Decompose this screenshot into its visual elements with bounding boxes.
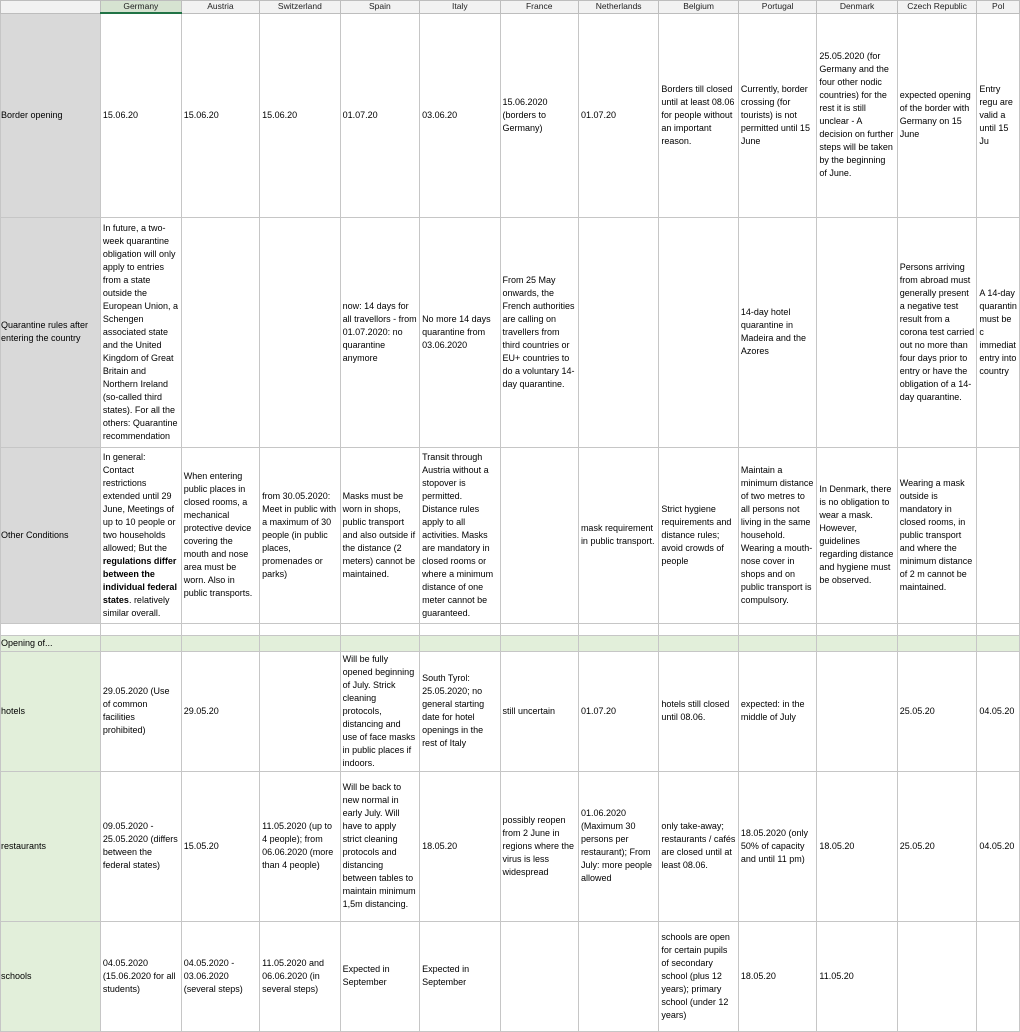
col-header-switzerland[interactable]: Switzerland (260, 1, 340, 14)
empty-cell[interactable] (100, 635, 181, 651)
col-header-france[interactable]: France (500, 1, 578, 14)
empty-cell[interactable] (420, 635, 500, 651)
empty-cell[interactable] (578, 635, 658, 651)
row-border-opening (1, 13, 1020, 217)
col-header-belgium[interactable]: Belgium (659, 1, 739, 14)
row-schools (1, 921, 1020, 1031)
row-hotels (1, 651, 1020, 771)
table-cell[interactable] (659, 217, 739, 447)
table-cell[interactable]: mask requirement in public transport. (578, 447, 658, 623)
empty-cell[interactable] (897, 635, 977, 651)
empty-cell[interactable] (340, 635, 419, 651)
germany-conditions-tail: . relatively similar overall. (102, 594, 170, 618)
empty-cell[interactable] (659, 623, 739, 635)
table-cell[interactable]: 15.06.20 (100, 13, 181, 217)
table-cell[interactable]: 18.05.2020 (only 50% of capacity and until 11 pm) (738, 771, 816, 921)
empty-cell[interactable] (578, 623, 658, 635)
table-cell[interactable]: 11.05.20 (817, 921, 897, 1031)
spacer-row (1, 623, 1020, 635)
table-cell[interactable]: possibly reopen from 2 June in regions where the virus is less widespread (500, 771, 578, 921)
col-header-netherlands[interactable]: Netherlands (578, 1, 658, 14)
section-label[interactable]: Opening of... (1, 635, 101, 651)
row-opening-of (1, 635, 1020, 651)
empty-cell[interactable] (738, 623, 816, 635)
table-cell[interactable]: from 30.05.2020: Meet in public with a maximum of 30 people (in public places, promenades or parks) (260, 447, 340, 623)
table-cell[interactable]: Expected in September (420, 921, 500, 1031)
empty-cell[interactable] (977, 635, 1020, 651)
table-cell[interactable]: Will be fully opened beginning of July. Strick cleaning protocols, distancing and use of face masks in public places if indoors. (340, 651, 419, 771)
table-cell[interactable]: Strict hygiene requirements and distance rules; avoid crowds of people (659, 447, 739, 623)
corner-cell[interactable] (1, 1, 101, 14)
empty-cell[interactable] (100, 623, 181, 635)
table-cell[interactable]: 11.05.2020 (up to 4 people); from 06.06.2020 (more than 4 people) (260, 771, 340, 921)
col-header-spain[interactable]: Spain (340, 1, 419, 14)
row-label[interactable]: schools (1, 921, 101, 1031)
row-label[interactable]: Other Conditions (1, 447, 101, 623)
germany-conditions-bold: regulations differ between the individual federal states (102, 555, 177, 605)
table-cell[interactable]: 29.05.2020 (Use of common facilities prohibited) (100, 651, 181, 771)
table-cell[interactable] (977, 447, 1020, 623)
table-cell[interactable] (897, 921, 977, 1031)
table-cell[interactable]: 04.05.20 (977, 771, 1020, 921)
column-header-row (1, 1, 1020, 14)
row-other-conditions (1, 447, 1020, 623)
table-cell[interactable]: still uncertain (500, 651, 578, 771)
empty-cell[interactable] (817, 635, 897, 651)
table-cell[interactable]: 25.05.2020 (for Germany and the four other nodic countries) for the rest it is still unclear - A decision on further steps will be taken by the beginning of June. (817, 13, 897, 217)
table-cell[interactable]: 18.05.20 (738, 921, 816, 1031)
table-cell[interactable]: From 25 May onwards, the French authorities are calling on travellers from third countries or EU+ countries to do a voluntary 14-day quarantine. (500, 217, 578, 447)
table-cell[interactable]: 15.06.20 (181, 13, 259, 217)
table-cell[interactable]: 11.05.2020 and 06.06.2020 (in several steps) (260, 921, 340, 1031)
table-cell[interactable] (578, 921, 658, 1031)
col-header-germany[interactable]: Germany (100, 1, 181, 14)
table-cell[interactable] (260, 651, 340, 771)
table-cell[interactable] (260, 217, 340, 447)
table-cell[interactable]: When entering public places in closed rooms, a mechanical protective device covering the mouth and nose area must be worn. Also in public transports. (181, 447, 259, 623)
col-header-austria[interactable]: Austria (181, 1, 259, 14)
row-label[interactable]: restaurants (1, 771, 101, 921)
table-cell[interactable]: schools are open for certain pupils of secondary school (plus 12 years); primary school (under 12 years) (659, 921, 739, 1031)
table-cell[interactable]: 29.05.20 (181, 651, 259, 771)
empty-cell[interactable] (500, 635, 578, 651)
table-cell[interactable] (181, 217, 259, 447)
table-cell[interactable] (817, 217, 897, 447)
table-cell[interactable]: Entry regu are valid a until 15 Ju (977, 13, 1020, 217)
table-cell[interactable]: 01.07.20 (340, 13, 419, 217)
germany-conditions-text: In general: Contact restrictions extended until 29 June, Meetings of up to 10 people or two households allowed; But the (102, 451, 176, 553)
table-cell[interactable]: 25.05.20 (897, 771, 977, 921)
table-cell[interactable]: 04.05.2020 (15.06.2020 for all students) (100, 921, 181, 1031)
table-cell[interactable] (500, 447, 578, 623)
table-cell[interactable]: Masks must be worn in shops, public transport and also outside if the distance (2 meters) cannot be maintained. (340, 447, 419, 623)
table-cell[interactable] (578, 217, 658, 447)
table-cell-germany-conditions[interactable] (100, 447, 181, 623)
table-cell[interactable]: Expected in September (340, 921, 419, 1031)
table-cell[interactable]: 15.06.20 (260, 13, 340, 217)
row-quarantine (1, 217, 1020, 447)
table-cell[interactable]: In Denmark, there is no obligation to wear a mask. However, guidelines regarding distance and hygiene must be observed. (817, 447, 897, 623)
table-cell[interactable] (977, 921, 1020, 1031)
table-cell[interactable]: expected: in the middle of July (738, 651, 816, 771)
empty-cell[interactable] (817, 623, 897, 635)
table-cell[interactable]: hotels still closed until 08.06. (659, 651, 739, 771)
table-cell[interactable]: now: 14 days for all travellors - from 01.07.2020: no quarantine anymore (340, 217, 419, 447)
table-cell[interactable]: expected opening of the border with Germany on 15 June (897, 13, 977, 217)
table-cell[interactable]: Wearing a mask outside is mandatory in closed rooms, in public transport and where the minimum distance of 2 m cannot be maintained. (897, 447, 977, 623)
table-cell[interactable]: 01.06.2020 (Maximum 30 persons per restaurant); From July: more people allowed (578, 771, 658, 921)
col-header-poland[interactable]: Pol (977, 1, 1020, 14)
table-cell[interactable]: only take-away; restaurants / cafés are closed until at least 08.06. (659, 771, 739, 921)
table-cell[interactable]: South Tyrol: 25.05.2020; no general starting date for hotel openings in the rest of Italy (420, 651, 500, 771)
empty-cell[interactable] (340, 623, 419, 635)
table-cell[interactable]: Borders till closed until at least 08.06 for people without an important reason. (659, 13, 739, 217)
table-cell[interactable]: In future, a two-week quarantine obligation will only apply to entries from a state outside the European Union, a Schengen associated state and the United Kingdom of Great Britain and Northern Ireland (so-called third states). For all the others: Quarantine recommendation (100, 217, 181, 447)
row-label[interactable]: hotels (1, 651, 101, 771)
table-cell[interactable] (817, 651, 897, 771)
table-cell[interactable]: 18.05.20 (817, 771, 897, 921)
row-label[interactable]: Quarantine rules after entering the country (1, 217, 101, 447)
table-cell[interactable]: 15.06.2020 (borders to Germany) (500, 13, 578, 217)
table-cell[interactable]: No more 14 days quarantine from 03.06.2020 (420, 217, 500, 447)
col-header-italy[interactable]: Italy (420, 1, 500, 14)
empty-cell[interactable] (659, 635, 739, 651)
table-cell[interactable]: A 14-day quarantin must be c immediat entry into country (977, 217, 1020, 447)
table-cell[interactable]: 15.05.20 (181, 771, 259, 921)
table-cell[interactable]: Transit through Austria without a stopover is permitted. Distance rules apply to all activities. Masks are mandatory in closed rooms or where a minimum distance of one meter cannot be guaranteed. (420, 447, 500, 623)
empty-cell[interactable] (897, 623, 977, 635)
empty-cell[interactable] (500, 623, 578, 635)
row-restaurants (1, 771, 1020, 921)
table-cell[interactable]: 04.05.20 (977, 651, 1020, 771)
empty-cell[interactable] (420, 623, 500, 635)
table-cell[interactable]: 01.07.20 (578, 651, 658, 771)
table-cell[interactable]: 04.05.2020 - 03.06.2020 (several steps) (181, 921, 259, 1031)
table-cell[interactable]: 14-day hotel quarantine in Madeira and the Azores (738, 217, 816, 447)
row-label[interactable]: Border opening (1, 13, 101, 217)
table-cell[interactable]: 01.07.20 (578, 13, 658, 217)
empty-cell[interactable] (738, 635, 816, 651)
table-cell[interactable]: 09.05.2020 - 25.05.2020 (differs between the federal states) (100, 771, 181, 921)
table-cell[interactable]: Maintain a minimum distance of two metres to all persons not living in the same household. Wearing a mouth-nose cover in shops and on public transport is compulsory. (738, 447, 816, 623)
table-cell[interactable] (500, 921, 578, 1031)
table-cell[interactable]: 25.05.20 (897, 651, 977, 771)
table-cell[interactable]: 03.06.20 (420, 13, 500, 217)
empty-cell[interactable] (181, 635, 259, 651)
table-cell[interactable]: Will be back to new normal in early July. Will have to apply strict cleaning protocols and distancing between tables to maintain minimum 1,5m distancing. (340, 771, 419, 921)
table-cell[interactable]: Persons arriving from abroad must generally present a negative test result from a corona test carried out no more than four days prior to entry or have the obligation of a 14-day quarantine. (897, 217, 977, 447)
empty-cell[interactable] (1, 623, 101, 635)
table-cell[interactable]: Currently, border crossing (for tourists) is not permitted until 15 June (738, 13, 816, 217)
col-header-czech[interactable]: Czech Republic (897, 1, 977, 14)
empty-cell[interactable] (260, 635, 340, 651)
table-cell[interactable]: 18.05.20 (420, 771, 500, 921)
empty-cell[interactable] (260, 623, 340, 635)
col-header-portugal[interactable]: Portugal (738, 1, 816, 14)
col-header-denmark[interactable]: Denmark (817, 1, 897, 14)
empty-cell[interactable] (977, 623, 1020, 635)
empty-cell[interactable] (181, 623, 259, 635)
